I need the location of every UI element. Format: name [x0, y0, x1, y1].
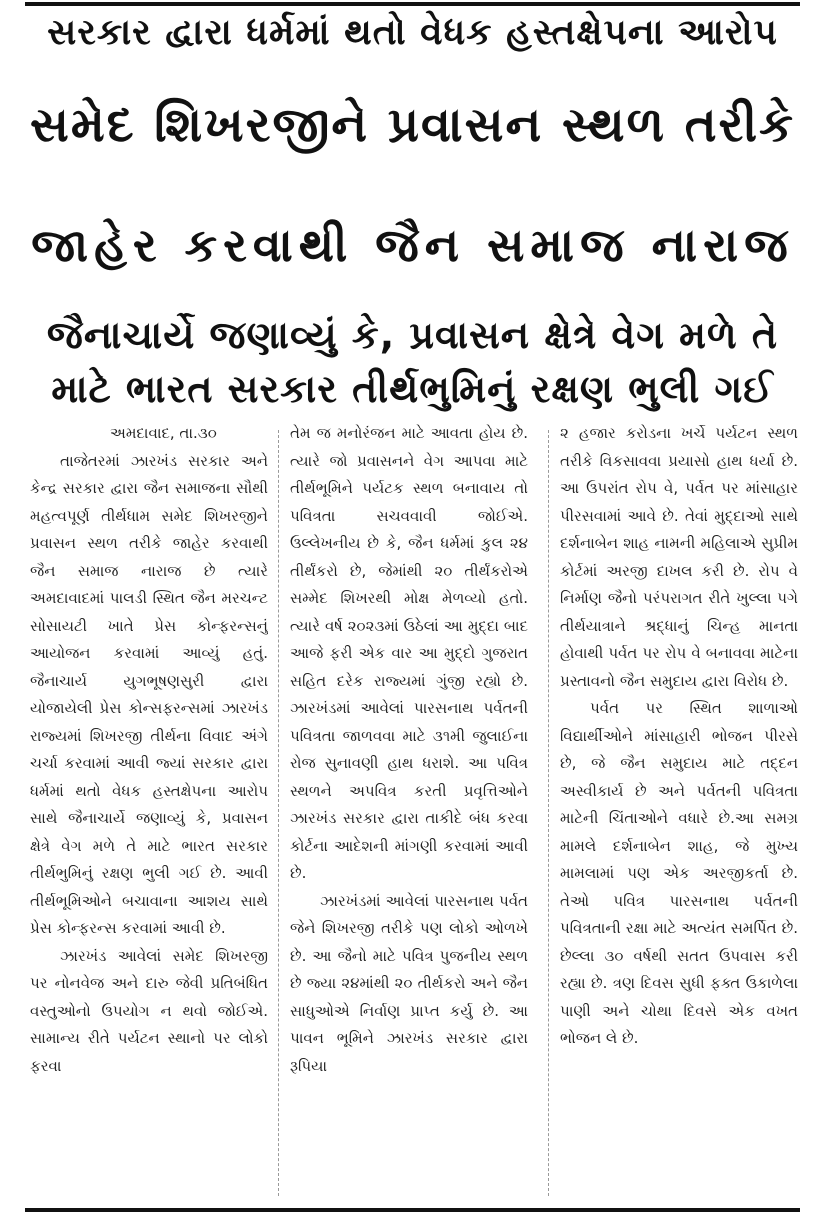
column-divider [278, 430, 279, 1196]
article-paragraph: તેમ જ મનોરંજન માટે આવતા હોય છે. ત્યારે જો પ્રવાસનને વેગ આપવા માટે તીર્થભૂમિને પર્યટક સ્થળ બનાવાય તો પવિત્રતા સચવવાવી જોઈએ. ઉલ્લેખનીય છે કે, જૈન ધર્મમાં કુલ ૨૪ તીર્થંકરો છે, જેમાંથી ૨૦ તીર્થંકરોએ સમ્મેદ શિખરથી મોક્ષ મેળવ્યો હતો. ત્યારે વર્ષ ૨૦૨૩માં ઉઠેલાં આ મુદ્દા બાદ આજે ફરી એક વાર આ મુદ્દો ગુજરાત સહિત દરેક રાજ્યમાં ગુંજી રહ્યો છે. ઝારખંડમાં આવેલાં પારસનાથ પર્વતની પવિત્રતા જાળવવા માટે ૩૧મી જુલાઈના રોજ સુનાવણી હાથ ધરાશે. આ પવિત્ર સ્થળને અપવિત્ર કરતી પ્રવૃત્તિઓને ઝારખંડ સરકાર દ્વારા તાકીદે બંધ કરવા કોર્ટના આદેશની માંગણી કરવામાં આવી છે. [290, 424, 528, 882]
article-paragraph: ઝારખંડ આવેલાં સમેદ શિખરજી પર નોનવેજ અને દારુ જેવી પ્રતિબંધિત વસ્તુઓનો ઉપયોગ ન થવો જોઈએ. સામાન્ય રીતે પર્યટન સ્થાનો પર લોકો ફરવા [30, 946, 268, 1075]
subheadline-line-1: જૈનાચાર્યે જણાવ્યું કે, પ્રવાસન ક્ષેત્રે વેગ મળે તે [46, 313, 779, 357]
bottom-rule [25, 1208, 800, 1212]
article-paragraph: ઝારખંડમાં આવેલાં પારસનાથ પર્વત જેને શિખરજી તરીકે પણ લોકો ઓળખે છે. આ જૈનો માટે પવિત્ર પુજનીય સ્થળ છે જ્યા ૨૪માંથી ૨૦ તીર્થકરો અને જૈન સાધુઓએ નિર્વાણ પ્રાપ્ત કર્યુ છે. આ પાવન ભૂમિને ઝારખંડ સરકાર દ્વારા રૂપિયા [290, 891, 528, 1075]
article-paragraph: પર્વત પર સ્થિત શાળાઓ વિદ્યાર્થીઓને માંસાહારી ભોજન પીરસે છે, જે જૈન સમુદાય માટે તદ્દન અસ્વીકાર્ય છે અને પર્વતની પવિત્રતા માટેની ચિંતાઓને વધારે છે.આ સમગ્ર મામલે દર્શનાબેન શાહ, જે મુખ્ય મામલામાં પણ એક અરજીકર્તા છે. તેઓ પવિત્ર પારસનાથ પર્વતની પવિત્રતાની રક્ષા માટે અત્યંત સમર્પિત છે. છેલ્લા ૩૦ વર્ષથી સતત ઉપવાસ કરી રહ્યા છે. ત્રણ દિવસ સુધી ફક્ત ઉકાળેલા પાણી અને ચોથા દિવસે એક વખત ભોજન લે છે. [560, 699, 798, 1047]
article-column-1 [30, 420, 268, 1202]
subheadline-line-2: માટે ભારત સરકાર તીર્થભુમિનું રક્ષણ ભુલી ગઈ [51, 367, 774, 411]
headline-kicker: સરકાર દ્વારા ધર્મમાં થતો વેધક હસ્તક્ષેપના આરોપ [47, 12, 778, 53]
article-column-2 [290, 420, 528, 1202]
headline-main-line-1: સમેદ શિખરજીને પ્રવાસન સ્થળ તરીકે [30, 97, 795, 153]
column-divider [548, 430, 549, 1196]
top-rule [25, 2, 800, 6]
article-paragraph: તાજેતરમાં ઝારખંડ સરકાર અને કેન્દ્ર સરકાર દ્વારા જૈન સમાજના સૌથી મહત્વપૂર્ણ તીર્થધામ સમેદ શિખરજીને પ્રવાસન સ્થળ તરીકે જાહેર કરવાથી જૈન સમાજ નારાજ છે ત્યારે અમદાવાદમાં પાલડી સ્થિત જૈન મરચન્ટ સોસાયટી ખાતે પ્રેસ કોન્ફરન્સનું આયોજન કરવામાં આવ્યું હતું. જૈનાચાર્ય યુગભૂષણસુરી દ્વારા યોજાયેલી પ્રેસ કોન્સફરન્સમાં ઝારખંડ રાજ્યમાં શિખરજી તીર્થના વિવાદ અંગે ચર્ચા કરવામાં આવી જ્યાં સરકાર દ્વારા ધર્મમાં થતો વેધક હસ્તક્ષેપના આરોપ સાથે જૈનાચાર્યે જણાવ્યું કે, પ્રવાસન ક્ષેત્રે વેગ મળે તે માટે ભારત સરકાર તીર્થભુમિનું રક્ષણ ભુલી ગઈ છે. આવી તીર્થભૂમિઓને બચાવાના આશય સાથે પ્રેસ કોન્ફરન્સ કરવામાં આવી છે. [30, 451, 268, 937]
article-paragraph: ૨ હજાર કરોડના ખર્ચે પર્યટન સ્થળ તરીકે વિકસાવવા પ્રયાસો હાથ ધર્યા છે. આ ઉપરાંત રોપ વે, પર્વત પર માંસાહાર પીરસવામાં આવે છે. તેવાં મુદ્દાઓ સાથે દર્શનાબેન શાહ નામની મહિલાએ સુપ્રીમ કોર્ટમાં અરજી દાખલ કરી છે. રોપ વે નિર્માણ જૈનો પરંપરાગત રીતે ખુલ્લા પગે તીર્થયાત્રાને શ્રદ્ધાનું ચિન્હ માનતા હોવાથી પર્વત પર રોપ વે બનાવવા માટેના પ્રસ્તાવનો જૈન સમુદાય દ્વારા વિરોધ છે. [560, 424, 798, 690]
dateline: અમદાવાદ, તા.૩૦ [110, 424, 217, 442]
article-column-3 [560, 420, 798, 1202]
headline-main-line-2: જાહેર કરવાથી જૈન સમાજ નારાજ [31, 218, 794, 272]
